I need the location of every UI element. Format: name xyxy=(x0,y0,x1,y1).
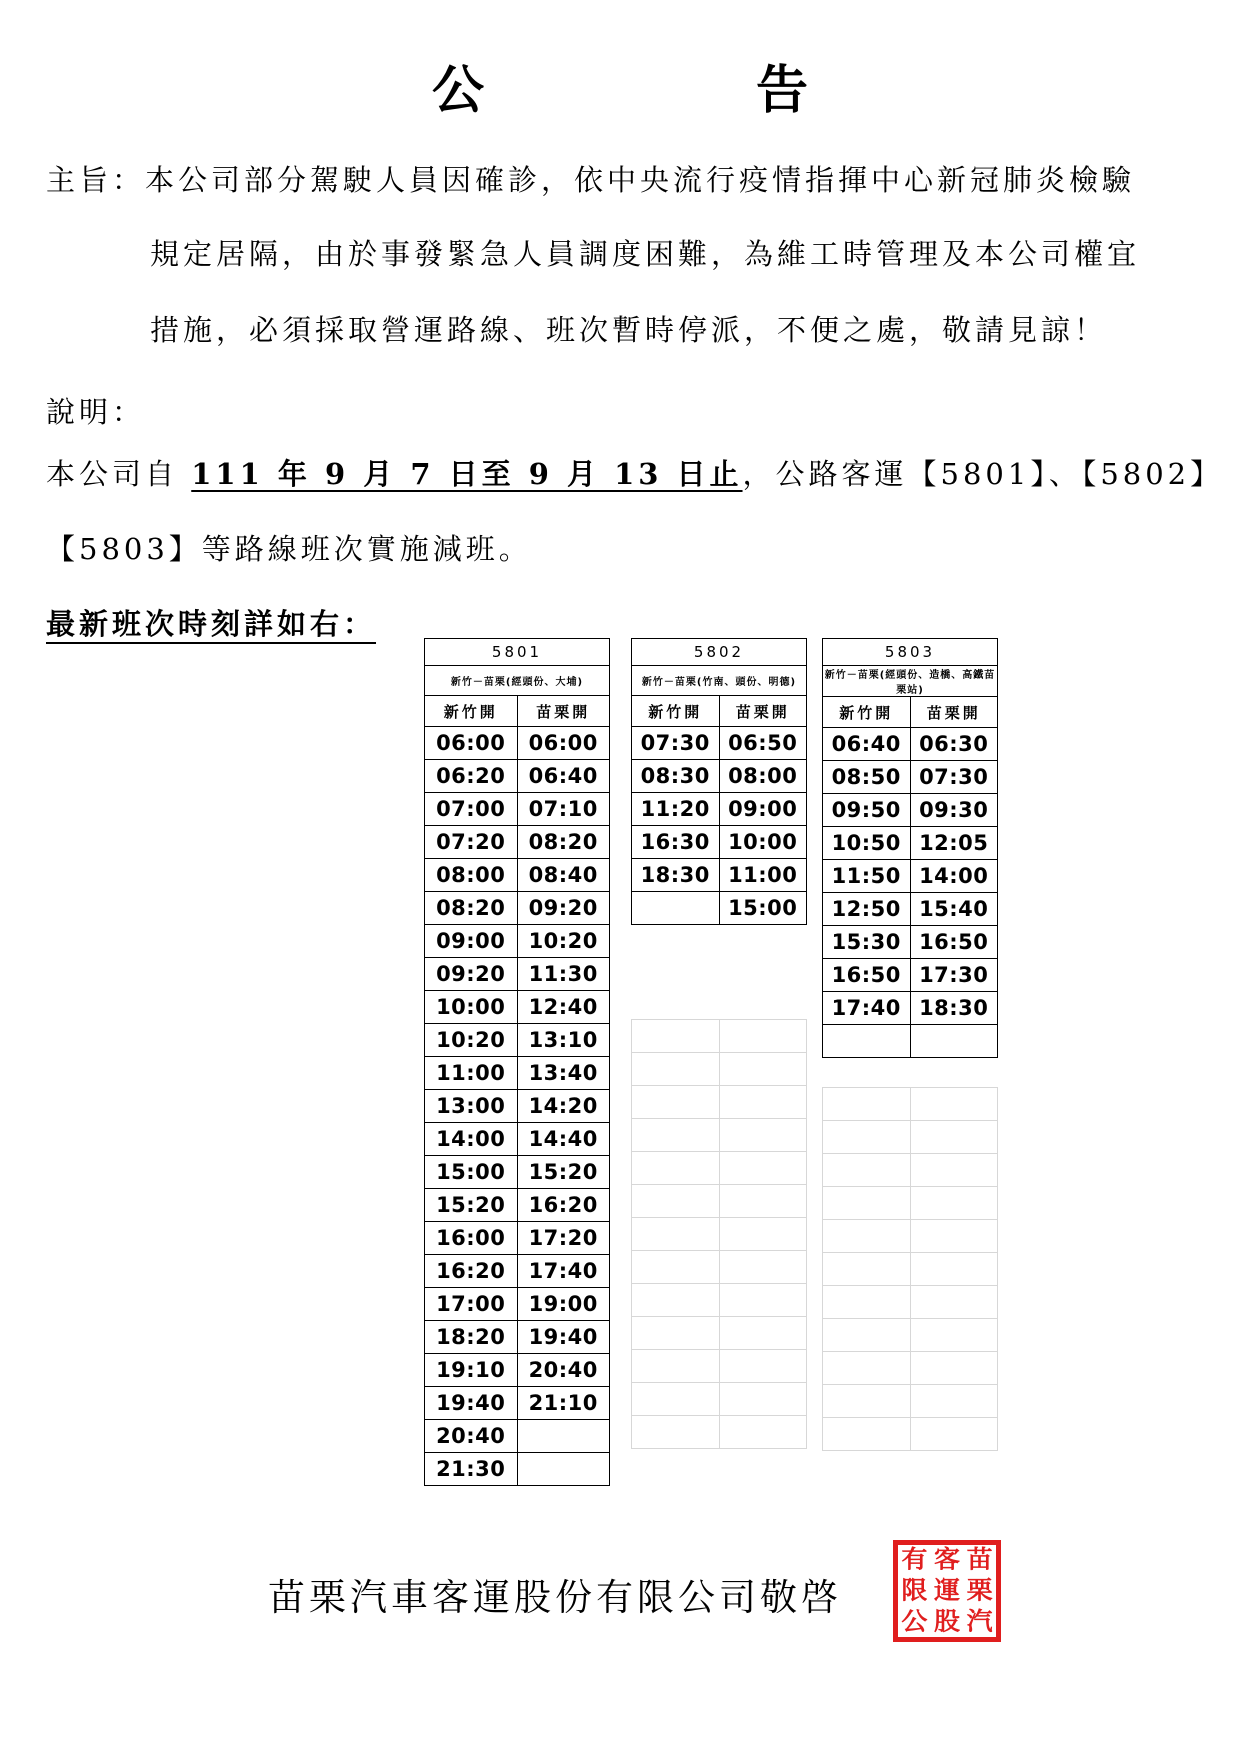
ghost-cell xyxy=(632,1119,720,1152)
ghost-grid-5803 xyxy=(822,1087,998,1451)
departure-time-hsinchu: 06:00 xyxy=(425,727,518,760)
table-row xyxy=(823,1025,998,1058)
column-header-hsinchu: 新竹開 xyxy=(425,696,518,727)
ghost-row xyxy=(632,1284,807,1317)
announcement-title: 公 告 xyxy=(431,60,918,121)
ghost-cell xyxy=(823,1319,911,1352)
ghost-cell xyxy=(910,1418,998,1451)
departure-time-miaoli: 08:20 xyxy=(517,826,610,859)
departure-time-miaoli: 17:20 xyxy=(517,1222,610,1255)
table-row xyxy=(823,728,998,761)
ghost-cell xyxy=(910,1220,998,1253)
ghost-cell xyxy=(823,1286,911,1319)
ghost-row xyxy=(823,1253,998,1286)
departure-time-hsinchu: 14:00 xyxy=(425,1123,518,1156)
departure-time-miaoli: 16:50 xyxy=(910,926,998,959)
description-prefix: 本公司自 xyxy=(46,457,179,491)
departure-time-hsinchu xyxy=(823,1025,911,1058)
ghost-cell xyxy=(719,1086,807,1119)
ghost-cell xyxy=(632,1152,720,1185)
ghost-cell xyxy=(823,1121,911,1154)
table-row xyxy=(823,827,998,860)
departure-time-miaoli: 07:30 xyxy=(910,761,998,794)
ghost-row xyxy=(823,1385,998,1418)
table-row xyxy=(425,1354,610,1387)
ghost-grid-5802 xyxy=(631,1019,807,1449)
description-label: 說明： xyxy=(46,395,146,429)
schedule-table-5803 xyxy=(822,638,998,1058)
seal-character: 客 xyxy=(933,1546,960,1575)
ghost-row xyxy=(823,1187,998,1220)
departure-time-hsinchu: 06:40 xyxy=(823,728,911,761)
departure-time-miaoli: 17:40 xyxy=(517,1255,610,1288)
ghost-cell xyxy=(632,1020,720,1053)
ghost-cell xyxy=(719,1317,807,1350)
ghost-cell xyxy=(632,1350,720,1383)
seal-character: 有 xyxy=(901,1546,928,1575)
ghost-cell xyxy=(719,1218,807,1251)
table-row xyxy=(425,1321,610,1354)
ghost-cell xyxy=(632,1218,720,1251)
departure-time-miaoli: 19:40 xyxy=(517,1321,610,1354)
departure-time-hsinchu: 13:00 xyxy=(425,1090,518,1123)
table-row xyxy=(425,1255,610,1288)
departure-time-hsinchu: 08:20 xyxy=(425,892,518,925)
departure-time-hsinchu: 10:00 xyxy=(425,991,518,1024)
table-row xyxy=(632,727,807,760)
column-header-hsinchu: 新竹開 xyxy=(632,696,720,727)
departure-time-miaoli: 09:30 xyxy=(910,794,998,827)
departure-time-miaoli: 11:30 xyxy=(517,958,610,991)
description-paragraph-1 xyxy=(46,452,1223,493)
ghost-cell xyxy=(719,1416,807,1449)
departure-time-hsinchu: 11:00 xyxy=(425,1057,518,1090)
ghost-cell xyxy=(719,1185,807,1218)
departure-time-hsinchu: 19:40 xyxy=(425,1387,518,1420)
departure-time-hsinchu: 07:20 xyxy=(425,826,518,859)
departure-time-miaoli: 08:40 xyxy=(517,859,610,892)
ghost-cell xyxy=(632,1185,720,1218)
departure-time-miaoli: 08:00 xyxy=(719,760,807,793)
departure-time-hsinchu: 17:00 xyxy=(425,1288,518,1321)
table-row xyxy=(823,860,998,893)
departure-time-hsinchu: 11:20 xyxy=(632,793,720,826)
departure-time-miaoli: 07:10 xyxy=(517,793,610,826)
departure-time-miaoli: 17:30 xyxy=(910,959,998,992)
company-seal-stamp xyxy=(893,1540,1001,1642)
ghost-cell xyxy=(632,1284,720,1317)
ghost-cell xyxy=(719,1152,807,1185)
ghost-cell xyxy=(719,1251,807,1284)
departure-time-miaoli: 15:20 xyxy=(517,1156,610,1189)
table-row xyxy=(632,826,807,859)
departure-time-hsinchu: 09:20 xyxy=(425,958,518,991)
departure-time-hsinchu: 07:30 xyxy=(632,727,720,760)
ghost-row xyxy=(632,1086,807,1119)
ghost-cell xyxy=(910,1154,998,1187)
table-row xyxy=(425,793,610,826)
ghost-cell xyxy=(823,1154,911,1187)
table-row xyxy=(823,761,998,794)
departure-time-miaoli: 20:40 xyxy=(517,1354,610,1387)
column-header-miaoli: 苗栗開 xyxy=(517,696,610,727)
departure-time-hsinchu: 15:30 xyxy=(823,926,911,959)
ghost-row xyxy=(632,1119,807,1152)
ghost-row xyxy=(823,1121,998,1154)
departure-time-hsinchu: 16:30 xyxy=(632,826,720,859)
ghost-cell xyxy=(719,1053,807,1086)
departure-time-miaoli: 21:10 xyxy=(517,1387,610,1420)
departure-time-hsinchu: 16:50 xyxy=(823,959,911,992)
ghost-row xyxy=(632,1251,807,1284)
departure-time-hsinchu: 16:20 xyxy=(425,1255,518,1288)
departure-time-miaoli xyxy=(910,1025,998,1058)
departure-time-miaoli: 13:10 xyxy=(517,1024,610,1057)
table-row xyxy=(425,727,610,760)
ghost-cell xyxy=(910,1121,998,1154)
table-row xyxy=(425,859,610,892)
seal-character: 栗 xyxy=(966,1576,993,1606)
departure-time-miaoli: 15:00 xyxy=(719,892,807,925)
ghost-row xyxy=(632,1317,807,1350)
ghost-cell xyxy=(823,1385,911,1418)
ghost-row xyxy=(632,1185,807,1218)
seal-character: 股 xyxy=(933,1607,960,1636)
departure-time-hsinchu: 08:50 xyxy=(823,761,911,794)
company-signature: 苗栗汽車客運股份有限公司敬啓 xyxy=(268,1576,842,1619)
departure-time-miaoli: 10:00 xyxy=(719,826,807,859)
ghost-row xyxy=(632,1416,807,1449)
table-row xyxy=(823,992,998,1025)
departure-time-miaoli xyxy=(517,1453,610,1486)
departure-time-hsinchu: 16:00 xyxy=(425,1222,518,1255)
table-row xyxy=(632,859,807,892)
departure-time-miaoli: 06:40 xyxy=(517,760,610,793)
reduction-date-range: 111 年 9 月 7 日至 9 月 13 日止 xyxy=(191,457,743,491)
ghost-cell xyxy=(632,1383,720,1416)
departure-time-miaoli: 19:00 xyxy=(517,1288,610,1321)
table-row xyxy=(425,991,610,1024)
ghost-cell xyxy=(632,1251,720,1284)
column-header-miaoli: 苗栗開 xyxy=(910,697,998,728)
table-row xyxy=(425,1189,610,1222)
ghost-cell xyxy=(719,1020,807,1053)
table-row xyxy=(425,1156,610,1189)
departure-time-miaoli: 11:00 xyxy=(719,859,807,892)
departure-time-hsinchu: 09:50 xyxy=(823,794,911,827)
ghost-row xyxy=(823,1286,998,1319)
ghost-row xyxy=(632,1350,807,1383)
departure-time-miaoli: 14:20 xyxy=(517,1090,610,1123)
table-row xyxy=(425,892,610,925)
ghost-row xyxy=(823,1319,998,1352)
table-row xyxy=(823,959,998,992)
ghost-cell xyxy=(719,1284,807,1317)
departure-time-hsinchu: 12:50 xyxy=(823,893,911,926)
departure-time-miaoli: 06:50 xyxy=(719,727,807,760)
ghost-row xyxy=(823,1418,998,1451)
table-row xyxy=(425,1090,610,1123)
ghost-row xyxy=(632,1152,807,1185)
ghost-row xyxy=(632,1053,807,1086)
table-row xyxy=(425,1024,610,1057)
ghost-row xyxy=(632,1218,807,1251)
subject-line-2: 規定居隔，由於事發緊急人員調度困難，為維工時管理及本公司權宜 xyxy=(150,237,1141,271)
table-row xyxy=(425,925,610,958)
table-row xyxy=(823,794,998,827)
route-subtitle: 新竹－苗栗(經頭份、造橋、高鐵苗栗站) xyxy=(823,666,998,697)
table-row xyxy=(425,1288,610,1321)
ghost-cell xyxy=(823,1352,911,1385)
ghost-cell xyxy=(910,1286,998,1319)
ghost-cell xyxy=(719,1383,807,1416)
route-subtitle: 新竹－苗栗(經頭份、大埔) xyxy=(425,666,610,696)
schedule-table-5801 xyxy=(424,638,610,1486)
ghost-cell xyxy=(910,1088,998,1121)
table-row xyxy=(425,1453,610,1486)
departure-time-hsinchu: 18:20 xyxy=(425,1321,518,1354)
schedule-table-5802 xyxy=(631,638,807,925)
ghost-cell xyxy=(823,1418,911,1451)
table-row xyxy=(425,1123,610,1156)
table-row xyxy=(632,892,807,925)
departure-time-miaoli: 06:00 xyxy=(517,727,610,760)
departure-time-miaoli: 13:40 xyxy=(517,1057,610,1090)
table-row xyxy=(632,760,807,793)
departure-time-hsinchu: 15:20 xyxy=(425,1189,518,1222)
ghost-row xyxy=(823,1352,998,1385)
description-paragraph-2: 【5803】等路線班次實施減班。 xyxy=(46,532,532,566)
seal-character: 運 xyxy=(933,1576,960,1606)
ghost-cell xyxy=(719,1119,807,1152)
table-row xyxy=(425,1387,610,1420)
ghost-cell xyxy=(719,1350,807,1383)
departure-time-miaoli: 09:00 xyxy=(719,793,807,826)
ghost-cell xyxy=(632,1053,720,1086)
schedule-heading: 最新班次時刻詳如右： xyxy=(46,607,377,641)
ghost-row xyxy=(823,1088,998,1121)
ghost-cell xyxy=(632,1317,720,1350)
departure-time-miaoli: 15:40 xyxy=(910,893,998,926)
table-row xyxy=(425,958,610,991)
departure-time-hsinchu: 10:20 xyxy=(425,1024,518,1057)
table-row xyxy=(632,793,807,826)
ghost-row xyxy=(823,1220,998,1253)
departure-time-hsinchu: 18:30 xyxy=(632,859,720,892)
ghost-cell xyxy=(910,1187,998,1220)
departure-time-hsinchu: 20:40 xyxy=(425,1420,518,1453)
ghost-cell xyxy=(910,1253,998,1286)
seal-character: 公 xyxy=(901,1607,928,1636)
column-header-miaoli: 苗栗開 xyxy=(719,696,807,727)
seal-character: 汽 xyxy=(966,1607,993,1636)
departure-time-miaoli xyxy=(517,1420,610,1453)
ghost-cell xyxy=(823,1253,911,1286)
ghost-row xyxy=(632,1020,807,1053)
departure-time-hsinchu: 19:10 xyxy=(425,1354,518,1387)
table-row xyxy=(823,926,998,959)
departure-time-miaoli: 10:20 xyxy=(517,925,610,958)
departure-time-hsinchu: 08:00 xyxy=(425,859,518,892)
departure-time-hsinchu: 06:20 xyxy=(425,760,518,793)
departure-time-miaoli: 06:30 xyxy=(910,728,998,761)
ghost-cell xyxy=(910,1352,998,1385)
subject-line-1: 主旨：本公司部分駕駛人員因確診，依中央流行疫情指揮中心新冠肺炎檢驗 xyxy=(46,163,1136,197)
ghost-cell xyxy=(910,1319,998,1352)
departure-time-miaoli: 16:20 xyxy=(517,1189,610,1222)
route-number: 5802 xyxy=(632,639,807,666)
departure-time-miaoli: 14:40 xyxy=(517,1123,610,1156)
route-number: 5801 xyxy=(425,639,610,666)
departure-time-hsinchu: 07:00 xyxy=(425,793,518,826)
departure-time-hsinchu: 17:40 xyxy=(823,992,911,1025)
departure-time-hsinchu: 10:50 xyxy=(823,827,911,860)
departure-time-hsinchu: 11:50 xyxy=(823,860,911,893)
table-row xyxy=(425,1057,610,1090)
departure-time-miaoli: 12:05 xyxy=(910,827,998,860)
seal-character: 限 xyxy=(901,1576,928,1606)
departure-time-hsinchu: 09:00 xyxy=(425,925,518,958)
ghost-cell xyxy=(823,1187,911,1220)
route-subtitle: 新竹－苗栗(竹南、頭份、明德) xyxy=(632,666,807,696)
seal-character: 苗 xyxy=(966,1546,993,1575)
departure-time-hsinchu: 21:30 xyxy=(425,1453,518,1486)
ghost-cell xyxy=(823,1220,911,1253)
departure-time-miaoli: 09:20 xyxy=(517,892,610,925)
departure-time-miaoli: 18:30 xyxy=(910,992,998,1025)
description-suffix: ，公路客運【5801】、【5802】 xyxy=(742,457,1224,491)
ghost-cell xyxy=(632,1086,720,1119)
departure-time-miaoli: 14:00 xyxy=(910,860,998,893)
column-header-hsinchu: 新竹開 xyxy=(823,697,911,728)
departure-time-hsinchu xyxy=(632,892,720,925)
ghost-cell xyxy=(632,1416,720,1449)
ghost-cell xyxy=(910,1385,998,1418)
ghost-row xyxy=(632,1383,807,1416)
ghost-cell xyxy=(823,1088,911,1121)
departure-time-miaoli: 12:40 xyxy=(517,991,610,1024)
table-row xyxy=(823,893,998,926)
departure-time-hsinchu: 15:00 xyxy=(425,1156,518,1189)
table-row xyxy=(425,1420,610,1453)
ghost-row xyxy=(823,1154,998,1187)
table-row xyxy=(425,1222,610,1255)
departure-time-hsinchu: 08:30 xyxy=(632,760,720,793)
route-number: 5803 xyxy=(823,639,998,666)
table-row xyxy=(425,826,610,859)
subject-line-3: 措施，必須採取營運路線、班次暫時停派，不便之處，敬請見諒！ xyxy=(150,313,1108,347)
table-row xyxy=(425,760,610,793)
